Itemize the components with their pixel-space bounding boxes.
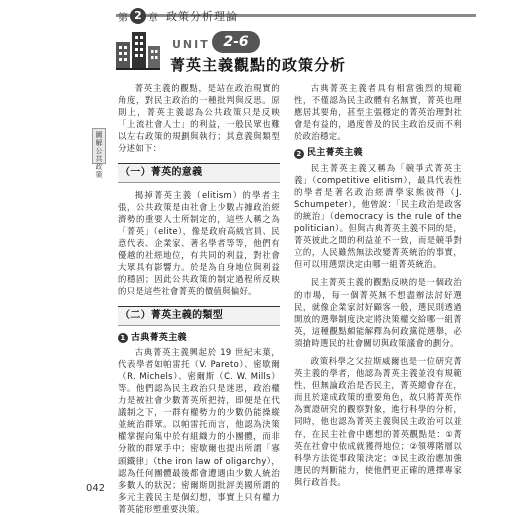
right-column [294,82,462,488]
section-heading-types: （二）菁英主義的類型 [118,306,280,326]
meaning-paragraph: 揭掉菁英主義（elitism）的學者主張，公共政策是由社會上少數占據政治經濟勢的重要人士所制定的，這些人稱之為「菁英」（elite），像是政府高級官員、民意代表、企業家、著名學者等等，他們有優越的社經地位，有共同的利益，對社會大眾具有影響力。於是為自身地位與利益的穩固；因此公共政策的制定過程所反映的只是這些社會菁英的價值與偏好。 [118,189,280,297]
chapter-title: 政策分析理論 [166,10,238,23]
classical-paragraph: 古典菁英主義興起於 19 世紀末葉，代表學者如帕雷托（V. Pareto）、密歇爾（R. Michels）、密爾斯（C. W. Mills）等。他們認為民主政治只是迷思，政治權力是被社會少數菁英所把持，即便是在代議制之下，一群有權勢力的少數仍能操縱並統治群眾。以帕雷托而言，他認為決策權掌握向集中於有組織力的小團體，而非分散的群眾手中；密歇爾也提出所謂「寡頭鐵律」（the iron law of oligarchy），認為任何團體最後都會遭遇由少數人統治多數人的狀況；密爾斯則批評美國所謂的多元主義民主是個幻想，事實上只有權力菁英能形塑重要決策。 [118,346,280,514]
democratic-paragraph: 民主菁英主義又稱為「競爭式菁英主義」（competitive elitism），最具代表性的學者是著名政治經濟學家熊彼得（J. Schumpeter），他曾說：「民主政治是政客的統治」（democracy is the rule of the politician）。但與古典菁英主義不同的是，菁英彼此之間的利益並不一致，而是競爭對立的，人民雖然無法改變菁英統治的事實，但可以用選票決定由哪一組菁英統治。 [294,162,462,270]
number-2-icon: 2 [294,149,304,159]
lasswell-paragraph: 政策科學之父拉斯威爾也是一位研究菁英主義的學者，他認為菁英主義並沒有規範性，但無論政治是否民主，菁英總會存在，而且於達成政策的重要角色，故只將菁英作為實證研究的觀察對象，進行科學的分析，同時，他也認為菁英主義與民主政治可以並存，在民主社會中應想的菁英觀點是：①菁英在社會中依成就獲得地位；②領導階層以科學方法從事政策決定；③民主政治應加強選民的判斷能力，使他們更正確的選擇專家與行政首長。 [294,355,462,487]
chapter-number-badge: 2 [130,8,146,24]
chapter-prefix: 第 [118,12,128,24]
left-column [118,82,280,515]
page-title: 菁英主義觀點的政策分析 [170,56,347,74]
subheading-classical [118,332,280,344]
subheading-classical-label: 古典菁英主義 [131,332,187,343]
unit-number-badge: 2-6 [212,31,260,53]
number-1-icon: 1 [118,333,128,343]
building-icon [116,30,160,70]
subheading-democratic-label: 民主菁英主義 [307,148,363,159]
subheading-democratic [294,147,462,159]
market-paragraph: 民主菁英主義的觀點反映的是一個政治的市場，每一個菁英無不想盡辦法討好選民，就像企業家討好顧客一般，選民則透過開放的選舉制度決定將決策權交給哪一組菁英，這種觀點頗能解釋為何政黨從選舉，必須搶時選民的社會關切與政策議會的劃分。 [294,277,462,348]
side-tab: 圖解公共政策 [92,128,106,164]
classical-summary-paragraph: 古典菁英主義者具有相當強烈的規範性，不僅認為民主政體有名無實，菁英也理應居其要角，甚至主張穩定的菁英治理對社會是有益的，過度普及的民主政治反而不利於政治穩定。 [294,83,462,142]
page-number: 042 [86,483,106,494]
chapter-suffix: 章 [148,12,158,24]
unit-label: UNIT [172,38,210,51]
section-heading-meaning: （一）菁英的意義 [118,163,280,183]
chapter-header [118,8,238,24]
intro-paragraph: 菁英主義的觀點，是站在政治現實的角度，對民主政治的一種批判與反思。原則上，菁英主義認為公共政策只是反映「上流社會人士」的利益，一般民眾也難以左右政策的規劃與執行；其意義與類型分述如下： [118,83,280,154]
